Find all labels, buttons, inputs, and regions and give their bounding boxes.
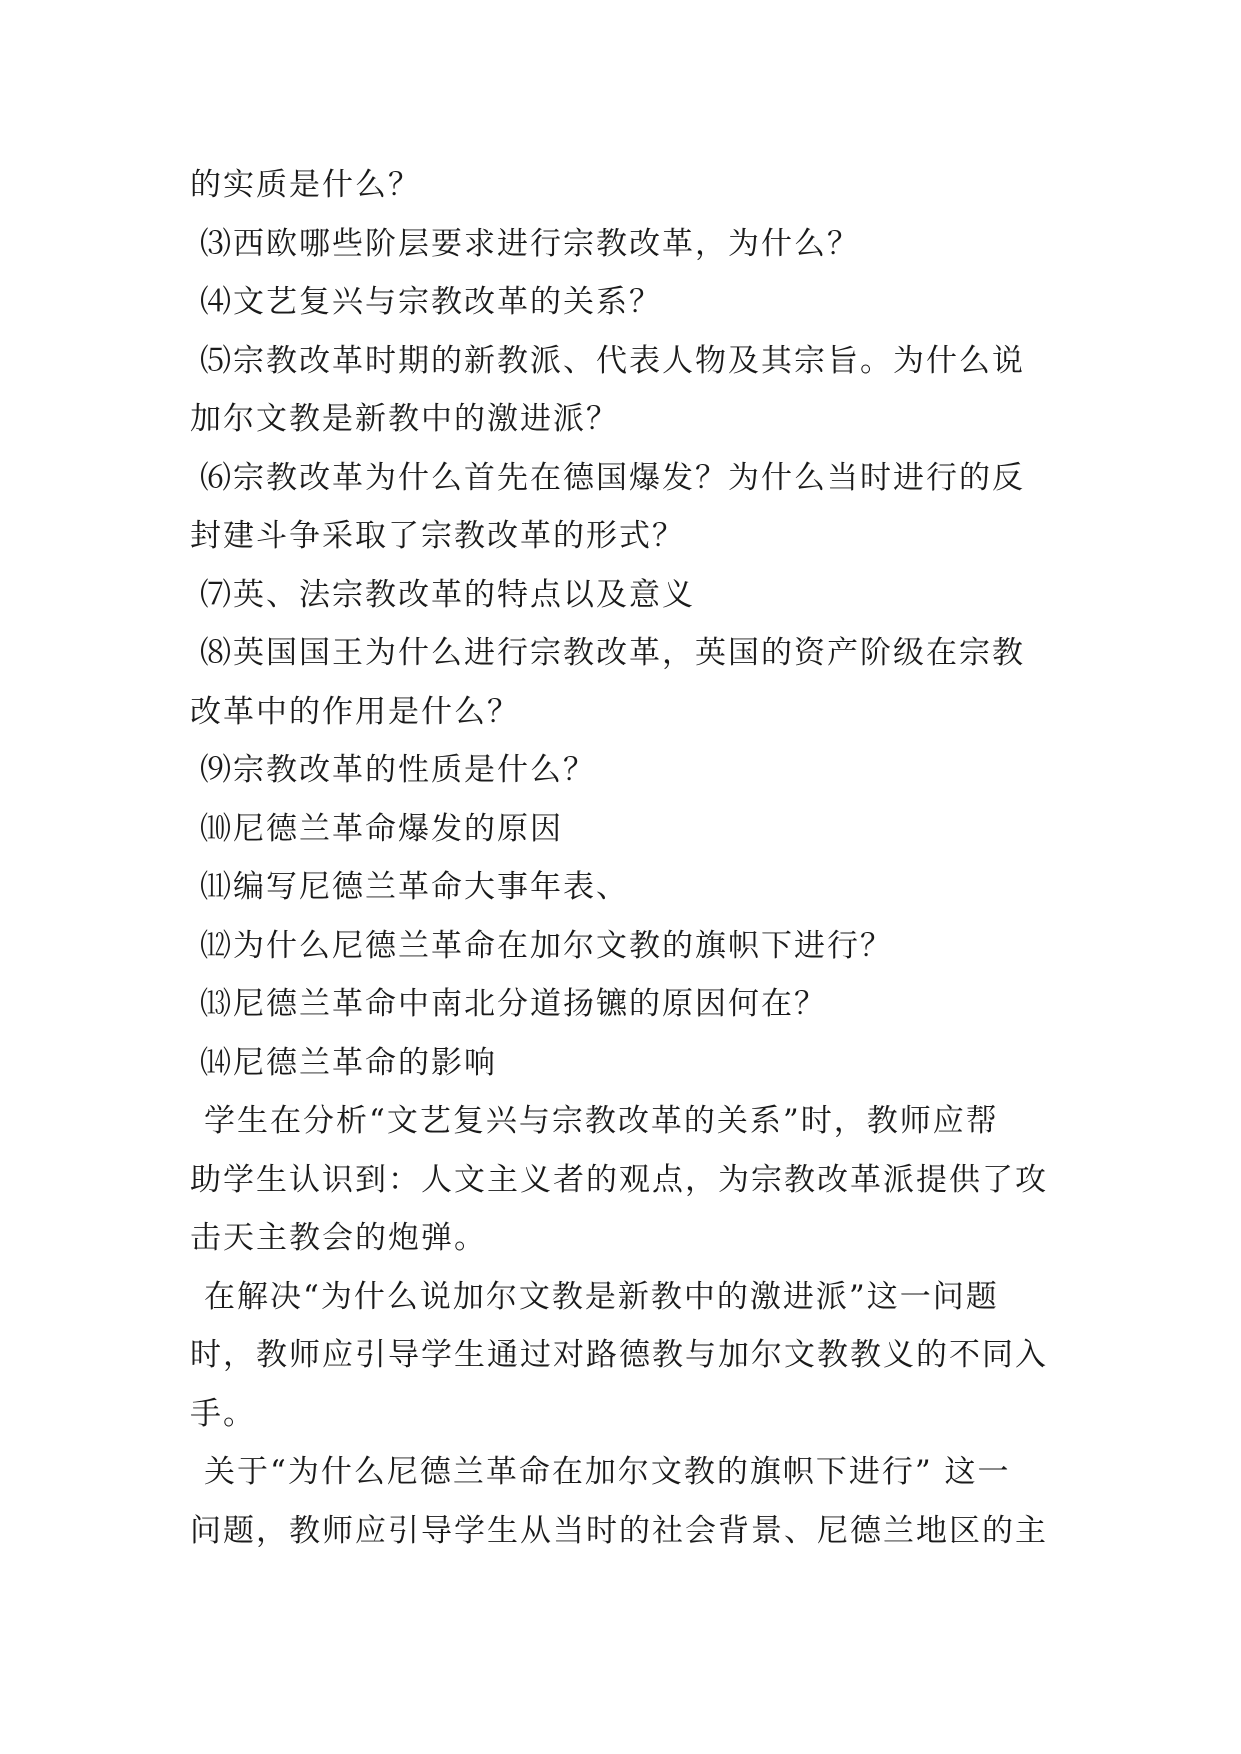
text-line: ⑷文艺复兴与宗教改革的关系？ (200, 284, 662, 320)
text-line: 问题，教师应引导学生从当时的社会背景、尼德兰地区的主 (190, 1512, 1048, 1549)
text-line: 学生在分析“文艺复兴与宗教改革的关系”时，教师应帮 (204, 1103, 999, 1139)
text-line: ⑿为什么尼德兰革命在加尔文教的旗帜下进行？ (200, 927, 893, 964)
text-line: 时，教师应引导学生通过对路德教与加尔文教教义的不同入 (190, 1337, 1048, 1373)
text-line: 关于“为什么尼德兰革命在加尔文教的旗帜下进行” 这一 (204, 1454, 1011, 1490)
document-body (190, 156, 1054, 1560)
text-line: ⑻英国国王为什么进行宗教改革，英国的资产阶级在宗教 (200, 635, 1025, 671)
text-line: ⒁尼德兰革命的影响 (200, 1044, 497, 1081)
text-line: ⑶西欧哪些阶层要求进行宗教改革，为什么？ (200, 225, 860, 262)
text-line: ⑺英、法宗教改革的特点以及意义 (200, 576, 695, 613)
text-line: ⑹宗教改革为什么首先在德国爆发？为什么当时进行的反 (200, 459, 1025, 496)
text-line: ⑾编写尼德兰革命大事年表、 (200, 869, 629, 905)
text-line: ⒀尼德兰革命中南北分道扬镳的原因何在？ (200, 986, 827, 1022)
text-line: 加尔文教是新教中的激进派？ (190, 401, 619, 437)
text-line: ⑸宗教改革时期的新教派、代表人物及其宗旨。为什么说 (200, 342, 1025, 379)
text-line: ⑼宗教改革的性质是什么？ (200, 752, 596, 788)
text-line: 在解决“为什么说加尔文教是新教中的激进派”这一问题 (204, 1278, 999, 1315)
text-line: 助学生认识到：人文主义者的观点，为宗教改革派提供了攻 (190, 1161, 1048, 1198)
text-line: 击天主教会的炮弹。 (190, 1220, 487, 1256)
text-line: ⑽尼德兰革命爆发的原因 (200, 810, 563, 847)
text-line: 封建斗争采取了宗教改革的形式？ (190, 518, 685, 554)
text-line: 的实质是什么？ (190, 167, 421, 203)
text-line: 手。 (190, 1395, 256, 1432)
text-line: 改革中的作用是什么？ (190, 693, 520, 730)
